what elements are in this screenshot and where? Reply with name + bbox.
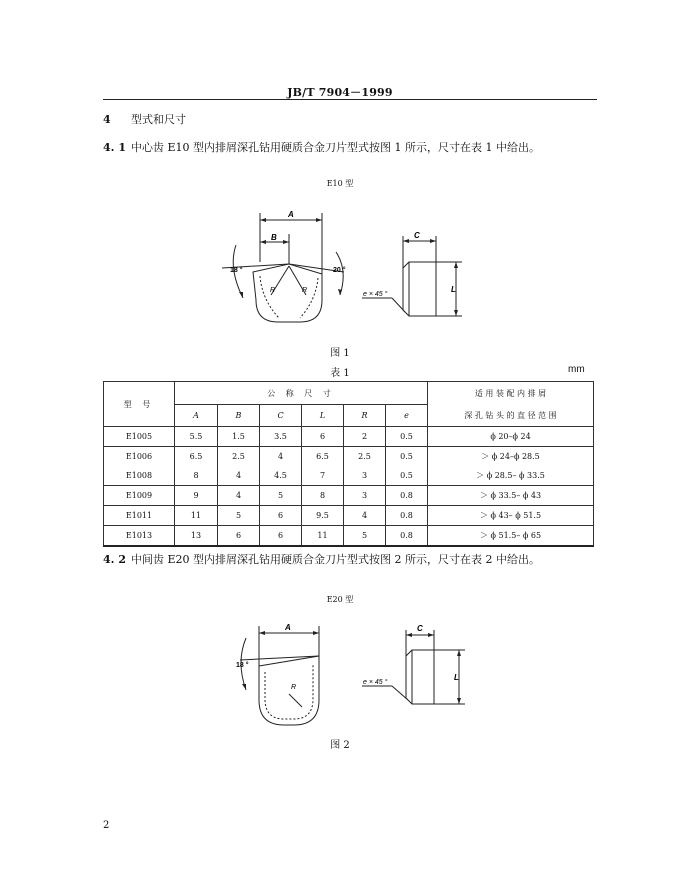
figure-1-labels: [215, 203, 475, 328]
section-4-2-paragraph: [103, 551, 540, 567]
cell-model: E1009: [104, 486, 175, 506]
cell-range: ＞ ϕ 33.5– ϕ 43: [428, 486, 594, 506]
cell-e: 0.8: [386, 506, 428, 526]
page-number: 2: [103, 820, 110, 831]
table-row: [104, 506, 594, 526]
header-range-line1: 适 用 装 配 内 排 屑: [428, 382, 594, 405]
header-col-b: B: [218, 405, 260, 427]
cell-c: 6: [260, 506, 302, 526]
section-4-title: 型式和尺寸: [131, 113, 186, 126]
fig1-label-angle-right: 20 °: [333, 267, 346, 274]
standard-header: JB/T 7904－1999: [287, 86, 393, 99]
header-range-line2: 深 孔 钻 头 的 直 径 范 围: [428, 405, 594, 427]
cell-r: 3: [344, 466, 386, 486]
header-col-e: e: [386, 405, 428, 427]
cell-b: 6: [218, 526, 260, 547]
fig2-label-chamfer: e × 45 °: [363, 679, 388, 686]
fig1-label-r1: R: [270, 287, 276, 294]
cell-model: E1013: [104, 526, 175, 547]
table-row: [104, 447, 594, 467]
cell-model: E1008: [104, 466, 175, 486]
header-nominal: 公 称 尺 寸: [175, 382, 428, 405]
fig2-label-c: C: [417, 624, 423, 633]
header-model: 型 号: [104, 382, 175, 427]
section-4-1-text: 中心齿 E10 型内排屑深孔钻用硬质合金刀片型式按图 1 所示，尺寸在表 1 中给出。: [131, 141, 541, 154]
cell-l: 6.5: [302, 447, 344, 467]
header-col-c: C: [260, 405, 302, 427]
cell-l: 9.5: [302, 506, 344, 526]
table-row: [104, 466, 594, 486]
table-1-title: 表 1: [330, 368, 350, 379]
figure-2-type-label: E20 型: [326, 595, 354, 604]
cell-range: ＞ ϕ 51.5– ϕ 65: [428, 526, 594, 547]
cell-c: 3.5: [260, 427, 302, 447]
fig1-label-chamfer: e × 45 °: [363, 291, 388, 298]
cell-r: 2.5: [344, 447, 386, 467]
cell-a: 8: [175, 466, 218, 486]
cell-l: 11: [302, 526, 344, 547]
cell-e: 0.5: [386, 466, 428, 486]
cell-b: 2.5: [218, 447, 260, 467]
cell-range: ＞ ϕ 28.5– ϕ 33.5: [428, 466, 594, 486]
cell-model: E1005: [104, 427, 175, 447]
table-row: [104, 427, 594, 447]
fig2-label-a: A: [285, 623, 291, 632]
section-4-1-number: 4. 1: [103, 141, 126, 154]
table-header-row-1: [104, 382, 594, 405]
table-1: [103, 381, 594, 547]
figure-1-type-label: E10 型: [326, 179, 354, 188]
section-4-heading: [103, 111, 186, 127]
cell-l: 6: [302, 427, 344, 447]
cell-r: 5: [344, 526, 386, 547]
cell-a: 6.5: [175, 447, 218, 467]
cell-e: 0.5: [386, 447, 428, 467]
cell-e: 0.8: [386, 526, 428, 547]
fig2-label-l: L: [454, 673, 459, 682]
fig2-label-angle: 18 °: [236, 662, 249, 669]
header-rule: [103, 99, 597, 100]
cell-c: 6: [260, 526, 302, 547]
cell-l: 7: [302, 466, 344, 486]
fig1-label-angle-left: 18 °: [230, 267, 243, 274]
fig1-label-b: B: [271, 233, 277, 242]
cell-c: 4.5: [260, 466, 302, 486]
cell-c: 5: [260, 486, 302, 506]
cell-b: 5: [218, 506, 260, 526]
cell-r: 3: [344, 486, 386, 506]
fig1-label-l: L: [451, 285, 456, 294]
cell-b: 4: [218, 486, 260, 506]
figure-2-caption: 图 2: [330, 740, 350, 751]
section-4-2-number: 4. 2: [103, 553, 126, 566]
cell-model: E1011: [104, 506, 175, 526]
cell-r: 2: [344, 427, 386, 447]
header-col-a: A: [175, 405, 218, 427]
table-row: [104, 486, 594, 506]
cell-range: ＞ ϕ 24–ϕ 28.5: [428, 447, 594, 467]
fig1-label-a: A: [288, 210, 294, 219]
cell-e: 0.8: [386, 486, 428, 506]
cell-model: E1006: [104, 447, 175, 467]
cell-a: 5.5: [175, 427, 218, 447]
fig2-label-r: R: [291, 684, 297, 691]
table-row: [104, 526, 594, 547]
cell-a: 11: [175, 506, 218, 526]
cell-range: ϕ 20–ϕ 24: [428, 427, 594, 447]
section-4-2-text: 中间齿 E20 型内排屑深孔钻用硬质合金刀片型式按图 2 所示，尺寸在表 2 中给出。: [131, 553, 541, 566]
section-4-1-paragraph: [103, 139, 540, 155]
cell-r: 4: [344, 506, 386, 526]
figure-2-labels: [225, 620, 475, 732]
cell-c: 4: [260, 447, 302, 467]
figure-1-caption: 图 1: [330, 348, 350, 359]
cell-l: 8: [302, 486, 344, 506]
cell-range: ＞ ϕ 43– ϕ 51.5: [428, 506, 594, 526]
cell-a: 13: [175, 526, 218, 547]
cell-e: 0.5: [386, 427, 428, 447]
cell-b: 1.5: [218, 427, 260, 447]
fig1-label-r2: R: [302, 287, 308, 294]
table-1-unit: mm: [568, 364, 585, 375]
header-col-r: R: [344, 405, 386, 427]
header-col-l: L: [302, 405, 344, 427]
fig1-label-c: C: [414, 231, 420, 240]
table-header-row-2: [104, 405, 594, 427]
cell-b: 4: [218, 466, 260, 486]
cell-a: 9: [175, 486, 218, 506]
section-4-number: 4: [103, 113, 111, 126]
